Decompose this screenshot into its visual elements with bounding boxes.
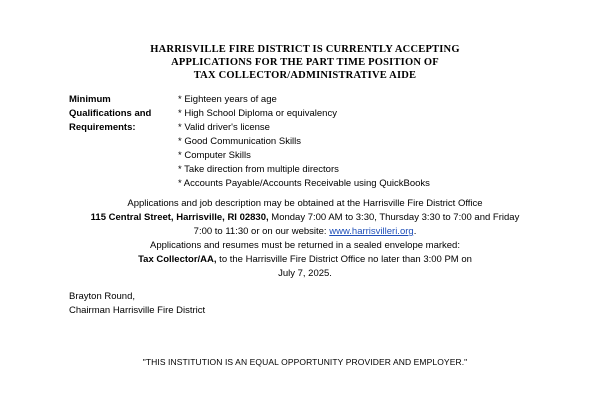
requirement-item: * Eighteen years of age xyxy=(178,94,277,105)
signer-title: Chairman Harrisville Fire District xyxy=(69,305,206,316)
application-line-5 xyxy=(0,253,610,267)
application-line-3 xyxy=(0,225,610,239)
website-suffix: . xyxy=(413,226,417,237)
requirement-item: * Valid driver's license xyxy=(178,122,270,133)
notice-heading xyxy=(0,43,610,82)
requirement-item: * Take direction from multiple directors xyxy=(178,164,339,175)
deadline-text: to the Harrisville Fire District Office no later than 3:00 PM on xyxy=(216,254,472,265)
requirement-item: * Accounts Payable/Accounts Receivable using QuickBooks xyxy=(178,178,430,189)
deadline-date: July 7, 2025. xyxy=(278,268,332,279)
application-line-4: Applications and resumes must be returned in a sealed envelope marked: xyxy=(150,240,460,251)
envelope-marking: Tax Collector/AA, xyxy=(138,254,217,265)
heading-line-1: HARRISVILLE FIRE DISTRICT IS CURRENTLY ACCEPTING xyxy=(150,44,460,55)
heading-line-3: TAX COLLECTOR/ADMINISTRATIVE AIDE xyxy=(193,70,417,81)
website-prefix: 7:00 to 11:30 or on our website: xyxy=(193,226,330,237)
website-link[interactable]: www.harrisvilleri.org xyxy=(329,226,414,237)
application-line-2 xyxy=(0,211,610,225)
office-address: 115 Central Street, Harrisville, RI 02830, xyxy=(90,212,269,223)
requirements-label-line-3: Requirements: xyxy=(69,122,136,133)
signature-block xyxy=(69,290,205,318)
requirement-item: * High School Diploma or equivalency xyxy=(178,108,337,119)
requirements-label-line-2: Qualifications and xyxy=(69,108,152,119)
application-instructions xyxy=(0,197,610,281)
requirements-label-line-1: Minimum xyxy=(69,94,111,105)
equal-opportunity-statement: "THIS INSTITUTION IS AN EQUAL OPPORTUNITY PROVIDER AND EMPLOYER." xyxy=(142,357,468,367)
heading-line-2: APPLICATIONS FOR THE PART TIME POSITION OF xyxy=(171,57,439,68)
requirement-item: * Good Communication Skills xyxy=(178,136,302,147)
office-hours: Monday 7:00 AM to 3:30, Thursday 3:30 to 7:00 and Friday xyxy=(268,212,520,223)
requirements-label xyxy=(69,93,179,135)
requirements-list xyxy=(178,93,430,191)
application-line-1: Applications and job description may be obtained at the Harrisville Fire District Office xyxy=(127,198,483,209)
requirement-item: * Computer Skills xyxy=(178,150,251,161)
signer-name: Brayton Round, xyxy=(69,291,136,302)
